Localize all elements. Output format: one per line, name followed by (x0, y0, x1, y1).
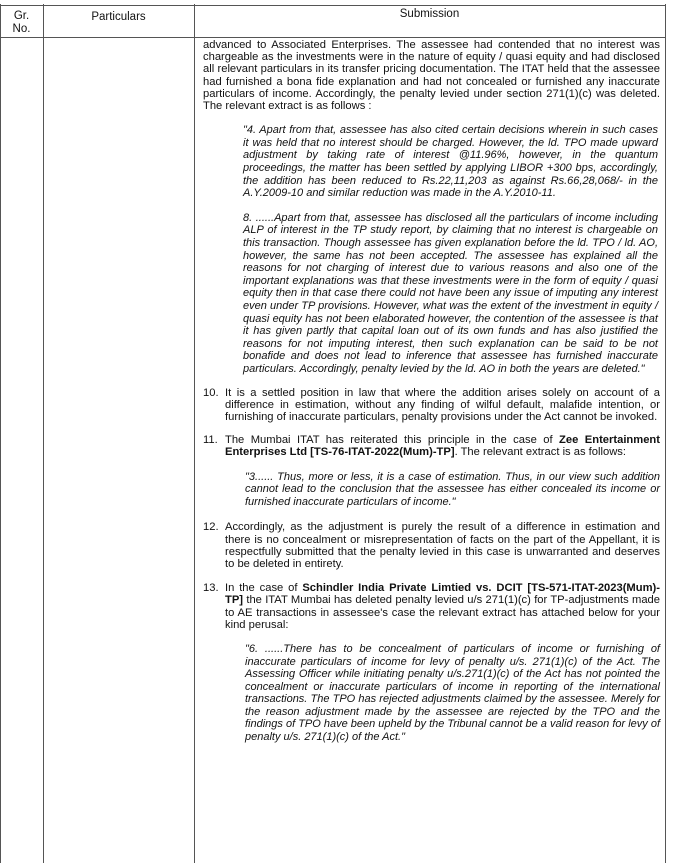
item-text-post: the ITAT Mumbai has deleted penalty levied u/s 271(1)(c) for TP-adjustments made to AE transactions in assessee's case the relevant extract has attached below for your kind perusal: (225, 594, 660, 631)
column-divider-2 (194, 4, 195, 863)
quote-para-4: "4. Apart from that, assessee has also cited certain decisions wherein in such cases it was held that no interest should be charged. However, the ld. TPO made upward adjustment by taking rate of interest @11.96%, however, in the quantum proceedings, the matter has been settled by applying LIBOR +300 bps, accordingly, the addition has been reduced to Rs.22,11,203 as against Rs.66,28,068/- in the A.Y.2009-10 and similar reduction was made in the A.Y.2010-11. (243, 124, 658, 200)
list-item-13 (203, 582, 660, 744)
list-item-11 (203, 434, 660, 508)
quote-para-8: 8. ......Apart from that, assessee has disclosed all the particulars of income including ALP of interest in the TP study report, by claiming that no interest is chargeable on this transaction. Though assessee has given explanation before the ld. TPO / ld. AO, however, the same has not been accepted. The assessee has explained all the reasons for not charging of interest due to various reasons and also one of the important explanations was that these investments were in the form of equity / quasi equity then in that case there could not have been any issue of imputing any interest even under TP provisions. However, what was the extent of the investment in equity / quasi equity has not been elaborated however, the contention of the assessee is that it has given partly that capital loan out of its own funds and has also justified the reasons for not imputing interest, then such explanation can be said to be not bonafide and does not lead to inference that assessee has furnished inaccurate particulars. Accordingly, penalty levied by the ld. AO in both the years are deleted." (243, 211, 658, 375)
header-particulars: Particulars (91, 11, 146, 23)
header-submission: Submission (399, 8, 460, 20)
item-number: 11. (203, 434, 218, 447)
item-text-pre: In the case of (225, 582, 303, 595)
item-number: 13. (203, 582, 219, 595)
item-text-pre: The Mumbai ITAT has reiterated this principle in the case of (225, 434, 560, 447)
quote-block-1 (243, 124, 658, 375)
item-number: 10. (203, 386, 219, 399)
quote-schindler: "6. ......There has to be concealment of particulars of income or furnishing of inaccurate particulars of income for levy of penalty u/s. 271(1)(c) of the Act. The Assessing Officer while initiating penalty u/s.271(1)(c) of the Act has not pointed the concealment or inaccurate particulars of income in reporting of the international transactions. The TPO has rejected adjustments claimed by the assessee. Merely for the reason adjustment made by the assessee are rejected by the TPO and the findings of TPO have been upheld by the Tribunal cannot be a valid reason for levy of penalty u/s. 271(1)(c) of the Act." (245, 642, 660, 744)
header-bottom-border (0, 37, 665, 38)
column-divider-1 (43, 4, 44, 863)
item-text (225, 582, 660, 631)
item-text (225, 434, 660, 458)
table-top-border (0, 5, 665, 6)
header-no: No. (12, 23, 31, 35)
list-item-10 (203, 387, 660, 424)
list-item-12 (203, 521, 660, 570)
table-right-border (665, 4, 666, 863)
intro-paragraph: advanced to Associated Enterprises. The assessee had contended that no interest was chargeable as the investments were in the nature of equity / quasi equity and had disclosed all relevant particulars in its transfer pricing documentation. The ITAT held that the assessee had furnished a bona fide explanation and had not concealed or furnished any inaccurate particulars of income. Accordingly, the penalty levied under section 271(1)(c) was deleted. The relevant extract is as follows : (203, 39, 660, 113)
submission-content (203, 39, 660, 744)
case-citation: Zee Entertainment Enterprises Ltd [TS-76-ITAT-2022(Mum)-TP] (225, 434, 660, 459)
header-gr: Gr. (13, 10, 30, 22)
header-gr-no (0, 10, 43, 36)
item-number: 12. (203, 521, 219, 534)
item-text: Accordingly, as the adjustment is purely the result of a difference in estimation and there is no concealment or misrepresentation of facts on the part of the Appellant, it is respectfully submitted that the penalty levied in this case is unwarranted and deserves to be deleted in entirety. (225, 521, 660, 570)
item-text: It is a settled position in law that where the addition arises solely on account of a difference in estimation, without any finding of wilful default, malafide intention, or furnishing of inaccurate particulars, penalty provisions under the Act cannot be invoked. (225, 386, 660, 423)
quote-zee: "3...... Thus, more or less, it is a case of estimation. Thus, in our view such addition cannot lead to the conclusion that the assessee has either concealed its income or furnished inaccurate particulars of income." (245, 470, 660, 508)
case-citation: Schindler India Private Limtied vs. DCIT [TS-571-ITAT-2023(Mum)-TP] (225, 582, 660, 607)
table-left-border (0, 4, 1, 863)
item-text-post: . The relevant extract is as follows: (454, 446, 626, 459)
